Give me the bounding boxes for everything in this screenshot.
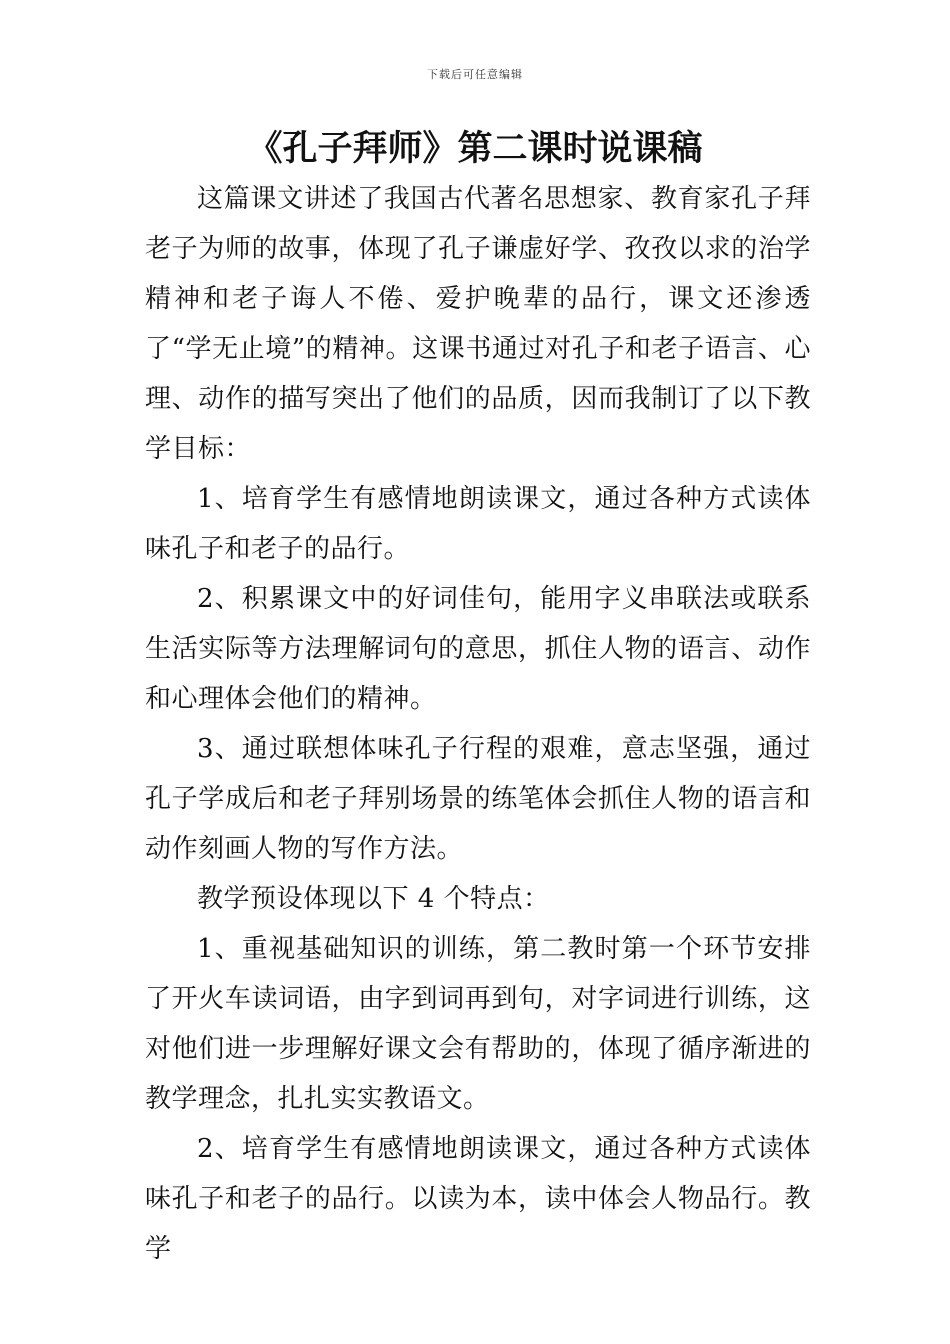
header-note: 下载后可任意编辑 <box>427 68 523 81</box>
paragraph-goal-1: 1、培育学生有感情地朗读课文，通过各种方式读体味孔子和老子的品行。 <box>145 484 811 564</box>
paragraph-feature-2: 2、培育学生有感情地朗读课文，通过各种方式读体味孔子和老子的品行。以读为本，读中体会人物品行。教学 <box>145 1134 811 1264</box>
document-body <box>145 174 811 1274</box>
document-title: 《孔子拜师》第二课时说课稿 <box>247 129 703 169</box>
paragraph-intro: 这篇课文讲述了我国古代著名思想家、教育家孔子拜老子为师的故事，体现了孔子谦虚好学、孜孜以求的治学精神和老子诲人不倦、爱护晚辈的品行，课文还渗透了“学无止境”的精神。这课书通过对孔子和老子语言、心理、动作的描写突出了他们的品质，因而我制订了以下教学目标： <box>145 184 811 464</box>
paragraph-goal-2: 2、积累课文中的好词佳句，能用字义串联法或联系生活实际等方法理解词句的意思，抓住人物的语言、动作和心理体会他们的精神。 <box>145 584 811 714</box>
paragraph-goal-3: 3、通过联想体味孔子行程的艰难，意志坚强，通过孔子学成后和老子拜别场景的练笔体会抓住人物的语言和动作刻画人物的写作方法。 <box>145 734 811 864</box>
paragraph-features-heading: 教学预设体现以下 4 个特点： <box>197 884 550 914</box>
paragraph-feature-1: 1、重视基础知识的训练，第二教时第一个环节安排了开火车读词语，由字到词再到句，对字词进行训练，这对他们进一步理解好课文会有帮助的，体现了循序渐进的教学理念，扎扎实实教语文。 <box>145 934 811 1114</box>
